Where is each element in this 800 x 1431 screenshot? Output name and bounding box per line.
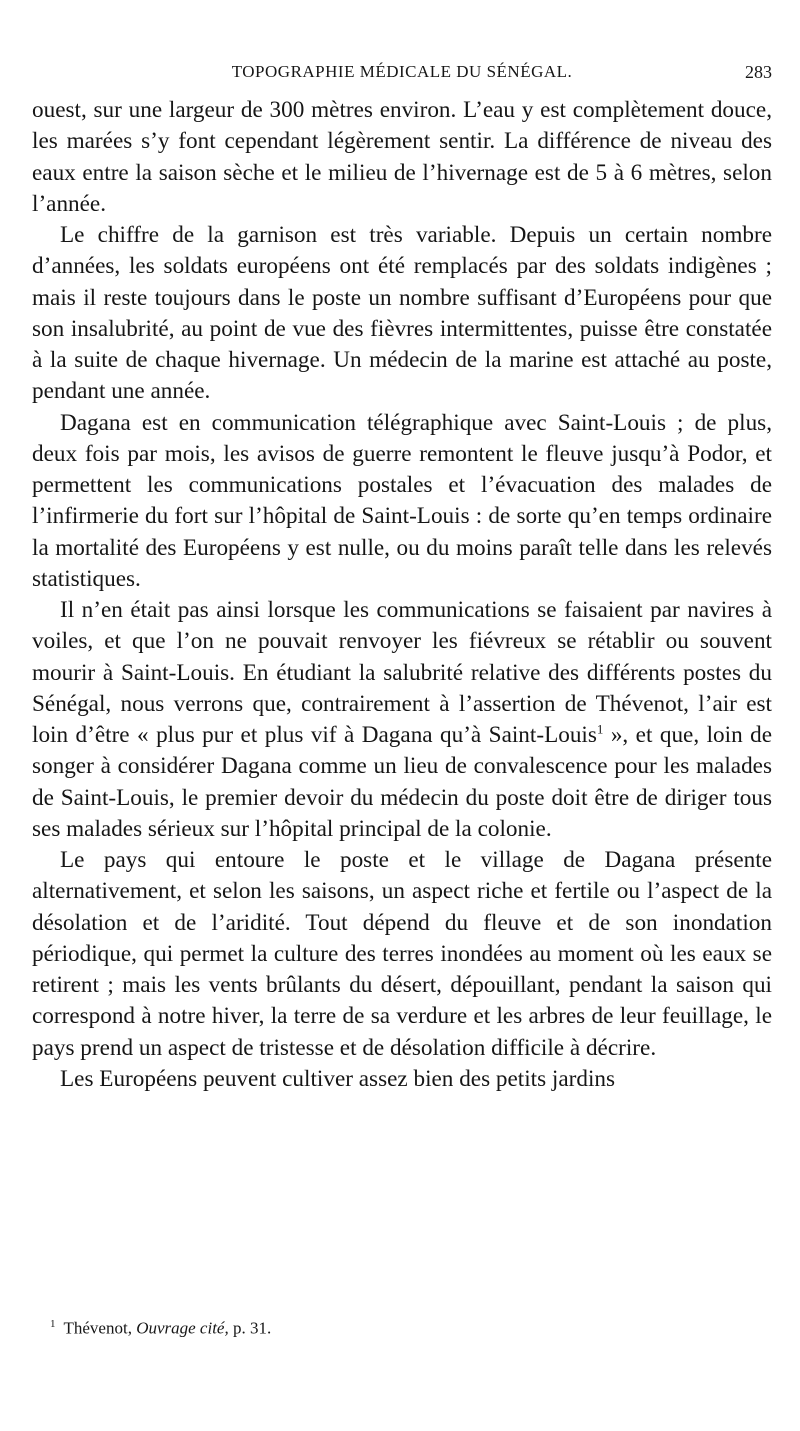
book-page — [32, 0, 772, 1431]
footnote-page: p. 31. — [228, 1318, 272, 1338]
footnote-mark: 1 — [50, 1318, 56, 1330]
footnote-author: Thévenot, — [63, 1318, 137, 1338]
paragraph-4 — [32, 595, 772, 845]
paragraph-1: ouest, sur une largeur de 300 mètres environ. L’eau y est complètement douce, les marées s’y font cependant légèrement sentir. La différence de niveau des eaux entre la saison sèche et le milieu de l’hivernage est de 5 à 6 mètres, selon l’année. — [32, 97, 772, 217]
footnote — [50, 1318, 770, 1339]
paragraph-4-text-b: », et que, loin de songer à considérer Dagana comme un lieu de convalescence pour les malades de Saint-Louis, le premier devoir du médecin du poste doit être de diriger tous ses malades sérieux sur l’hôpital principal de la colonie. — [32, 722, 772, 842]
paragraph-5: Le pays qui entoure le poste et le village de Dagana présente alternativement, et selon les saisons, un aspect riche et fertile ou l’aspect de la désolation et de l’aridité. Tout dépend du fleuve et de son inondation périodique, qui permet la culture des terres inondées au moment où les eaux se retirent ; mais les vents brûlants du désert, dépouillant, pendant la saison qui correspond à notre hiver, la terre de sa verdure et les arbres de leur feuillage, le pays prend un aspect de tristesse et de désolation difficile à décrire. — [32, 847, 772, 1061]
footnote-reference[interactable]: 1 — [596, 721, 604, 737]
paragraph-3: Dagana est en communication télégraphique avec Saint-Louis ; de plus, deux fois par mois, les avisos de guerre remontent le fleuve jusqu’à Podor, et permettent les communications postales et l’évacuation des malades de l’infirmerie du fort sur l’hôpital de Saint-Louis : de sorte qu’en temps ordinaire la mortalité des Européens y est nulle, ou du moins paraît telle dans les relevés statistiques. — [32, 409, 772, 592]
running-title: TOPOGRAPHIE MÉDICALE DU SÉNÉGAL. — [231, 62, 573, 81]
body-text — [32, 95, 772, 1095]
paragraph-4-text-a: Il n’en était pas ainsi lorsque les communications se faisaient par navires à voiles, et que l’on ne pouvait renvoyer les fiévreux se rétablir ou souvent mourir à Saint-Louis. En étudiant la salubrité relative des différents postes du Sénégal, nous verrons que, contrairement à l’assertion de Thévenot, l’air est loin d’être « plus pur et plus vif à Dagana qu’à Saint-Louis — [32, 597, 772, 748]
paragraph-2: Le chiffre de la garnison est très variable. Depuis un certain nombre d’années, les soldats européens ont été remplacés par des soldats indigènes ; mais il reste toujours dans le poste un nombre suffisant d’Européens pour que son insalubrité, au point de vue des fièvres intermittentes, puisse être constatée à la suite de chaque hivernage. Un médecin de la marine est attaché au poste, pendant une année. — [32, 222, 772, 405]
page-number: 283 — [745, 62, 772, 82]
footnote-work: Ouvrage cité, — [136, 1318, 229, 1338]
running-header — [32, 60, 772, 88]
paragraph-6: Les Européens peuvent cultiver assez bien des petits jardins — [60, 1065, 616, 1092]
